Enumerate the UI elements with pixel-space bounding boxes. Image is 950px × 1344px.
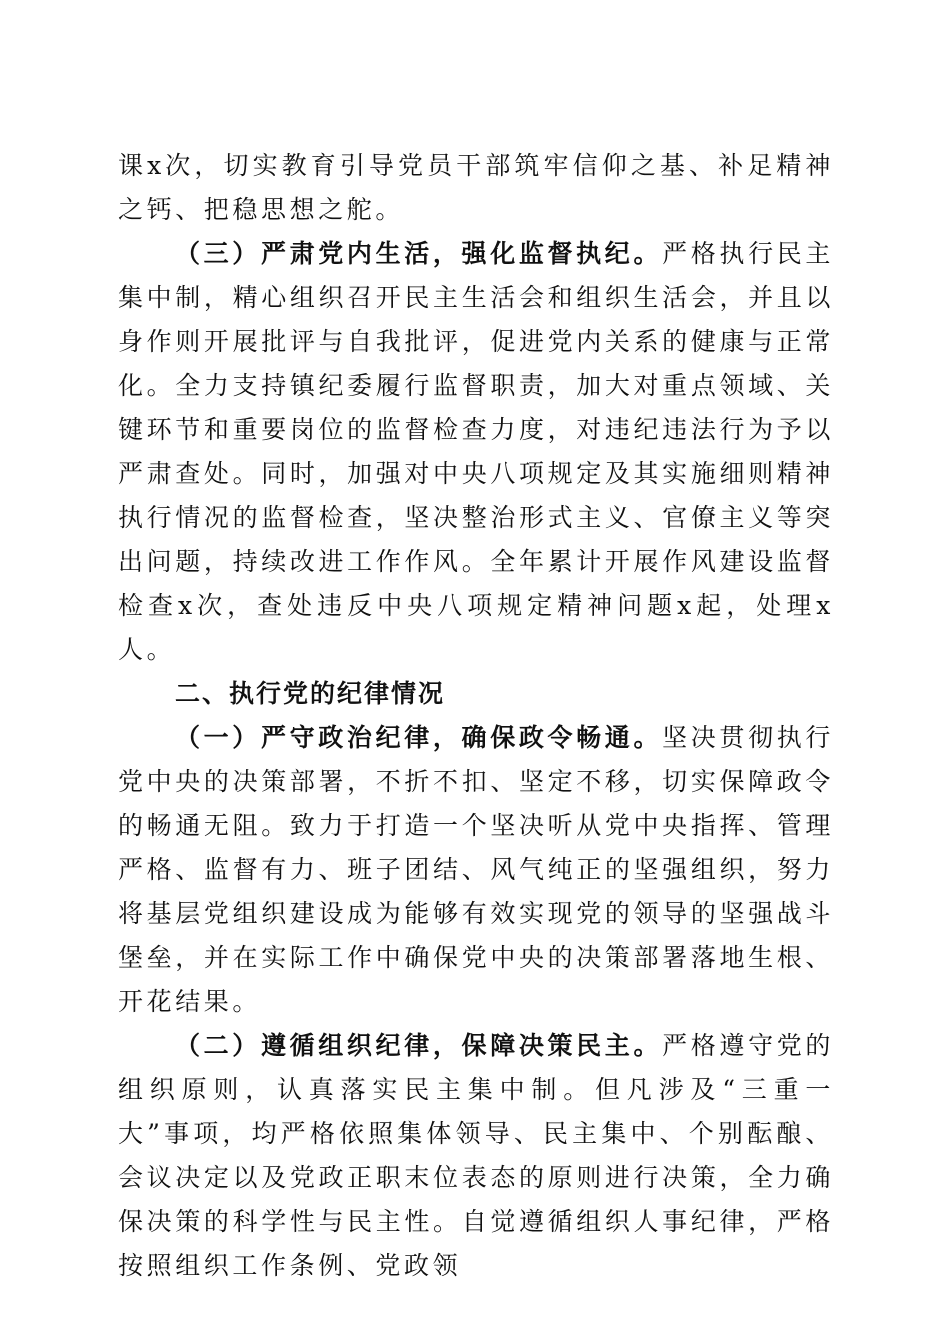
paragraph-section-2 (118, 1024, 834, 1288)
paragraph-lead: （一）严守政治纪律，确保政令畅通。 (175, 723, 663, 752)
paragraph-section-3 (118, 232, 834, 672)
paragraph-continuation (118, 144, 834, 232)
section-heading: 二、执行党的纪律情况 (175, 679, 446, 708)
paragraph-lead: （三）严肃党内生活，强化监督执纪。 (175, 239, 663, 268)
document-body (118, 144, 834, 1288)
paragraph-text: 严格执行民主集中制，精心组织召开民主生活会和组织生活会，并且以身作则开展批评与自我批评，促进党内关系的健康与正常化。全力支持镇纪委履行监督职责，加大对重点领域、关键环节和重要岗位的监督检查力度，对违纪违法行为予以严肃查处。同时，加强对中央八项规定及其实施细则精神执行情况的监督检查，坚决整治形式主义、官僚主义等突出问题，持续改进工作作风。全年累计开展作风建设监督检查x次，查处违反中央八项规定精神问题x起，处理x人。 (118, 239, 834, 664)
paragraph-section-1 (118, 716, 834, 1024)
paragraph-text: 课x次，切实教育引导党员干部筑牢信仰之基、补足精神之钙、把稳思想之舵。 (118, 151, 834, 224)
paragraph-text: 坚决贯彻执行党中央的决策部署，不折不扣、坚定不移，切实保障政令的畅通无阻。致力于打造一个坚决听从党中央指挥、管理严格、监督有力、班子团结、风气纯正的坚强组织，努力将基层党组织建设成为能够有效实现党的领导的坚强战斗堡垒，并在实际工作中确保党中央的决策部署落地生根、开花结果。 (118, 723, 834, 1016)
paragraph-text: 严格遵守党的组织原则，认真落实民主集中制。但凡涉及“三重一大”事项，均严格依照集体领导、民主集中、个别酝酿、会议决定以及党政正职末位表态的原则进行决策，全力确保决策的科学性与民主性。自觉遵循组织人事纪律，严格按照组织工作条例、党政领 (118, 1031, 834, 1280)
paragraph-lead: （二）遵循组织纪律，保障决策民主。 (175, 1031, 663, 1060)
